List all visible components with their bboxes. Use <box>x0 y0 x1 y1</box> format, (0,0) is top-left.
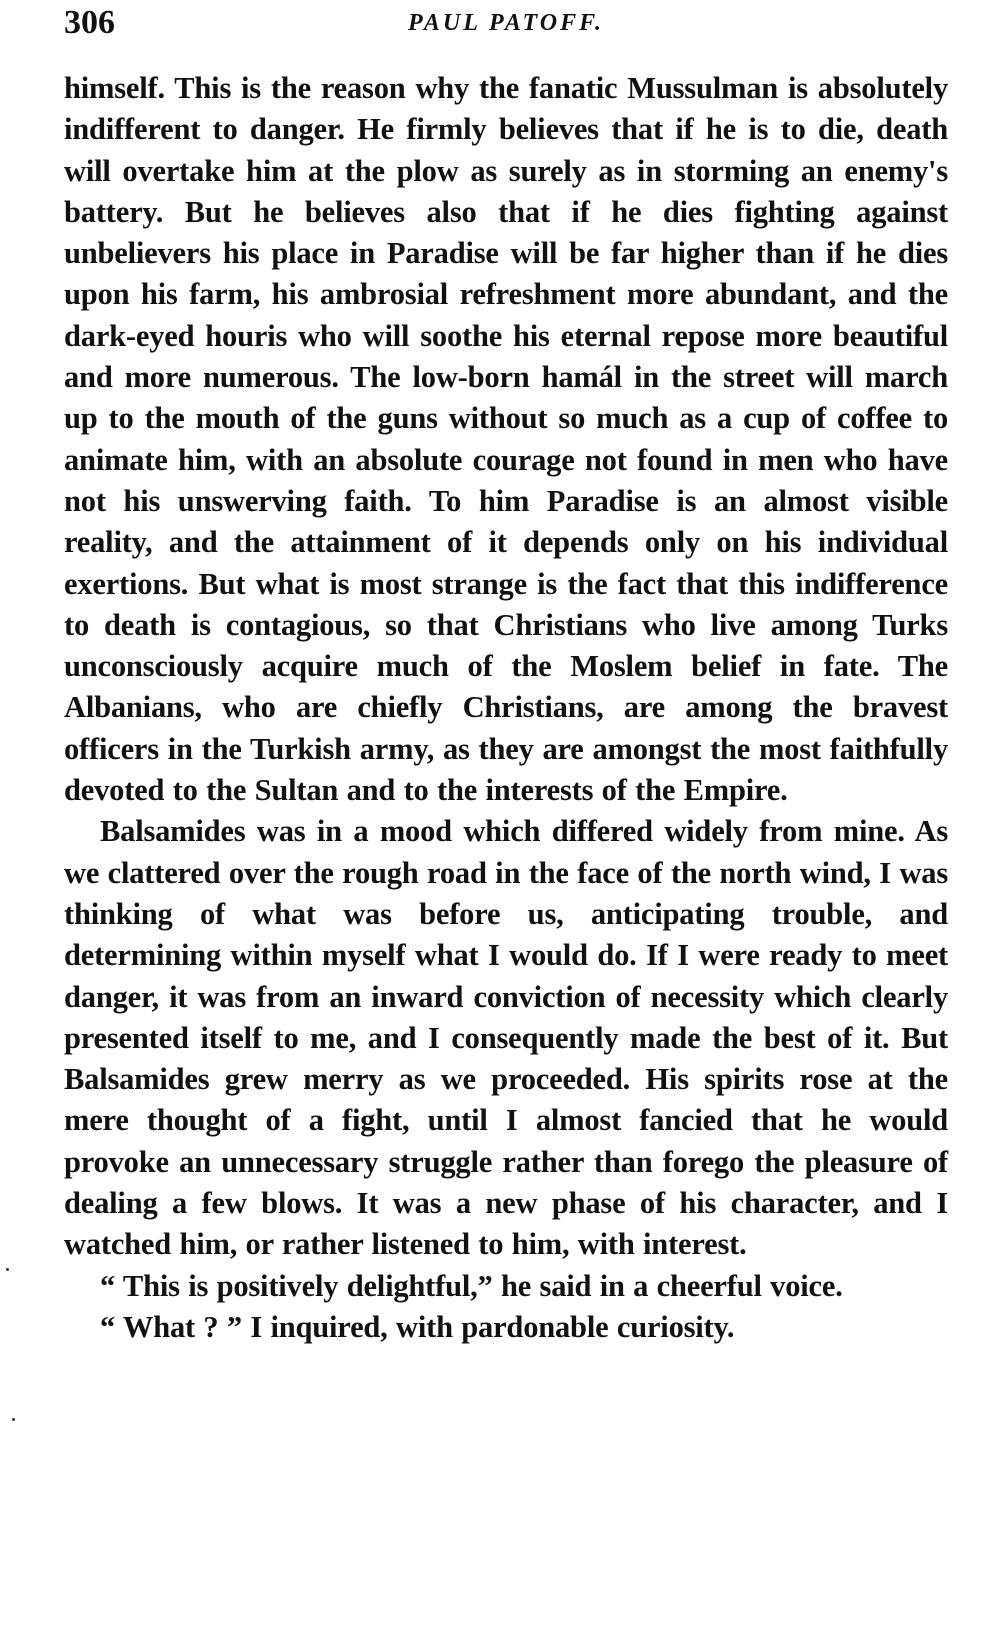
paragraph-dialogue-2: “ What ? ” I inquired, with pardonable curiosity. <box>100 1309 735 1344</box>
running-title: PAUL PATOFF. <box>407 10 605 36</box>
print-speck <box>12 1418 15 1421</box>
print-speck <box>6 1268 9 1271</box>
book-page <box>64 0 948 1637</box>
paragraph-continued: himself. This is the reason why the fanatic Mussulman is absolutely indifferent to danger. He firmly believes that if he is to die, death will overtake him at the plow as surely as in storming an enemy's battery. But he believes also that if he dies fighting against unbelievers his place in Paradise will be far higher than if he dies upon his farm, his ambrosial refreshment more abundant, and the dark-eyed houris who will soothe his eternal repose more beautiful and more numerous. The low-born hamál in the street will march up to the mouth of the guns without so much as a cup of coffee to animate him, with an absolute courage not found in men who have not his unswerving faith. To him Paradise is an almost visible reality, and the attainment of it depends only on his individual exertions. But what is most strange is the fact that this indifference to death is contagious, so that Christians who live among Turks unconsciously acquire much of the Moslem belief in fate. The Albanians, who are chiefly Christians, are among the bravest officers in the Turkish army, as they are amongst the most faithfully devoted to the Sultan and to the interests of the Empire. <box>64 71 948 808</box>
page-number: 306 <box>64 4 115 41</box>
body-text <box>64 68 948 1348</box>
paragraph-dialogue-1: “ This is positively delightful,” he said in a cheerful voice. <box>100 1268 843 1303</box>
page-header <box>64 0 948 54</box>
paragraph-balsamides: Balsamides was in a mood which differed widely from mine. As we clattered over the rough road in the face of the north wind, I was thinking of what was before us, anticipating trouble, and determining within myself what I would do. If I were ready to meet danger, it was from an inward conviction of necessity which clearly presented itself to me, and I consequently made the best of it. But Balsamides grew merry as we proceeded. His spirits rose at the mere thought of a fight, until I almost fancied that he would provoke an unnecessary struggle rather than forego the pleasure of dealing a few blows. It was a new phase of his character, and I watched him, or rather listened to him, with interest. <box>64 814 948 1262</box>
